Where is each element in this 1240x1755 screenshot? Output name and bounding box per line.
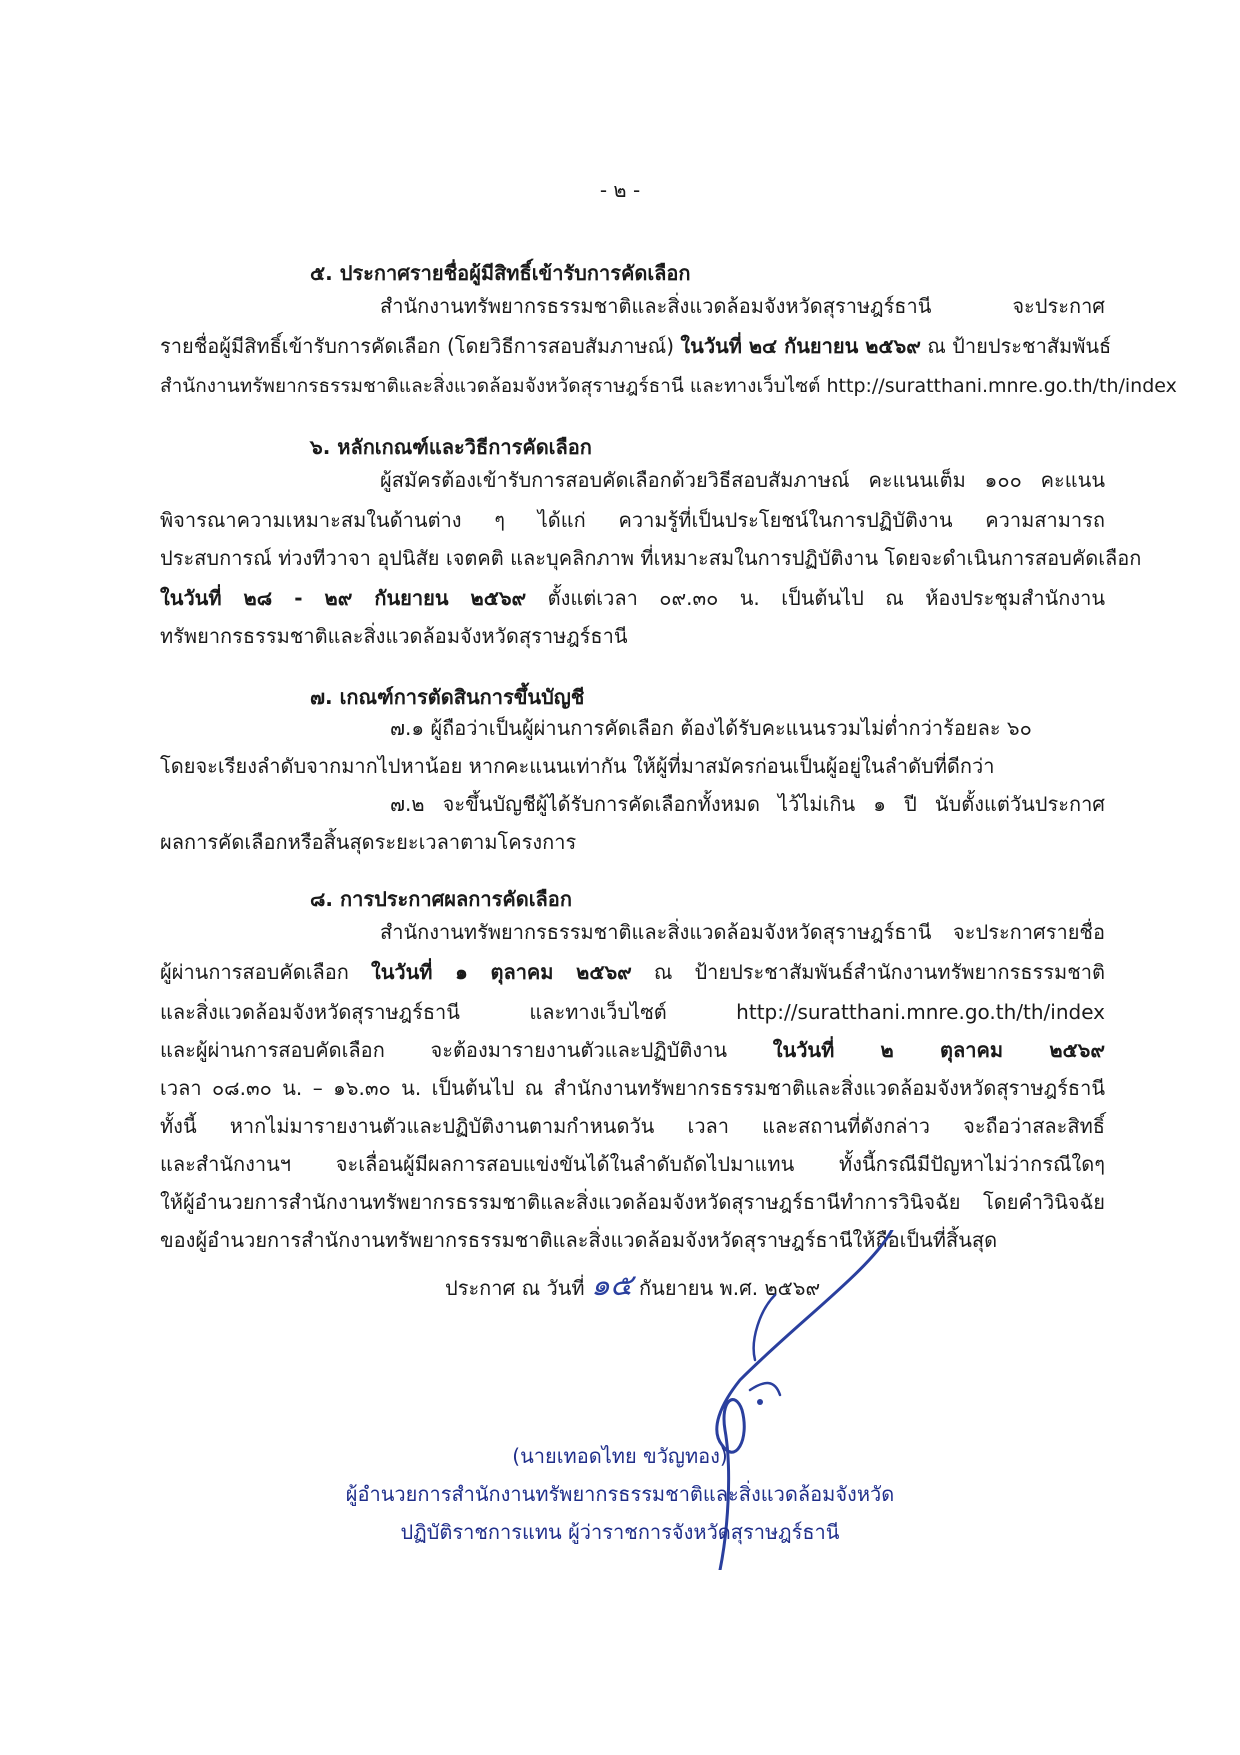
section-6-line: ประสบการณ์ ท่วงทีวาจา อุปนิสัย เจตคติ และบุคลิกภาพ ที่เหมาะสมในการปฏิบัติงาน โดยจะดำเนินการสอบคัดเลือก xyxy=(160,546,1142,570)
section-8-heading: ๘. การประกาศผลการคัดเลือก xyxy=(310,887,572,911)
section-6-line: ทรัพยากรธรรมชาติและสิ่งแวดล้อมจังหวัดสุราษฎร์ธานี xyxy=(160,624,628,648)
announcement-date: ประกาศ ณ วันที่ ๑๕ กันยายน พ.ศ. ๒๕๖๙ xyxy=(445,1268,821,1303)
section-8-line: ให้ผู้อำนวยการสำนักงานทรัพยากรธรรมชาติและสิ่งแวดล้อมจังหวัดสุราษฎร์ธานีทำการวินิจฉัย โดยคำวินิจฉัย xyxy=(160,1190,1105,1214)
section-8-line: ทั้งนี้ หากไม่มารายงานตัวและปฏิบัติงานตามกำหนดวัน เวลา และสถานที่ดังกล่าว จะถือว่าสละสิทธิ์ xyxy=(160,1114,1105,1138)
section-8-line: และสิ่งแวดล้อมจังหวัดสุราษฎร์ธานี และทางเว็บไซต์ http://suratthani.mnre.go.th/th/index xyxy=(160,1000,1105,1024)
section-8-line: สำนักงานทรัพยากรธรรมชาติและสิ่งแวดล้อมจังหวัดสุราษฎร์ธานี จะประกาศรายชื่อ xyxy=(380,920,1105,944)
signatory-name: (นายเทอดไทย ขวัญทอง) xyxy=(512,1444,728,1468)
section-6-line: พิจารณาความเหมาะสมในด้านต่าง ๆ ได้แก่ ความรู้ที่เป็นประโยชน์ในการปฏิบัติงาน ความสามารถ xyxy=(160,508,1105,532)
page-number: - ๒ - xyxy=(599,178,641,202)
section-7-heading: ๗. เกณฑ์การตัดสินการขึ้นบัญชี xyxy=(310,685,585,709)
section-8-line: ของผู้อำนวยการสำนักงานทรัพยากรธรรมชาติและสิ่งแวดล้อมจังหวัดสุราษฎร์ธานีให้ถือเป็นที่สิ้นสุด xyxy=(160,1228,998,1252)
section-6-line: ผู้สมัครต้องเข้ารับการสอบคัดเลือกด้วยวิธีสอบสัมภาษณ์ คะแนนเต็ม ๑๐๐ คะแนน xyxy=(380,468,1105,492)
signatory-acting-position: ปฏิบัติราชการแทน ผู้ว่าราชการจังหวัดสุราษฎร์ธานี xyxy=(400,1520,840,1544)
handwritten-day: ๑๕ xyxy=(590,1268,633,1303)
section-5-line: สำนักงานทรัพยากรธรรมชาติและสิ่งแวดล้อมจังหวัดสุราษฎร์ธานี จะประกาศ xyxy=(380,294,1105,318)
section-6-heading: ๖. หลักเกณฑ์และวิธีการคัดเลือก xyxy=(310,435,592,459)
section-7-line: ผลการคัดเลือกหรือสิ้นสุดระยะเวลาตามโครงการ xyxy=(160,830,577,854)
section-6-line: ในวันที่ ๒๘ - ๒๙ กันยายน ๒๕๖๙ ตั้งแต่เวลา ๐๙.๓๐ น. เป็นต้นไป ณ ห้องประชุมสำนักงาน xyxy=(160,586,1105,610)
section-8-line: และสำนักงานฯ จะเลื่อนผู้มีผลการสอบแข่งขันได้ในลำดับถัดไปมาแทน ทั้งนี้กรณีมีปัญหาไม่ว่ากรณีใดๆ xyxy=(160,1152,1105,1176)
section-8-line: เวลา ๐๘.๓๐ น. – ๑๖.๓๐ น. เป็นต้นไป ณ สำนักงานทรัพยากรธรรมชาติและสิ่งแวดล้อมจังหวัดสุราษฎร์ธานี xyxy=(160,1076,1105,1100)
section-7-line: ๗.๑ ผู้ถือว่าเป็นผู้ผ่านการคัดเลือก ต้องได้รับคะแนนรวมไม่ต่ำกว่าร้อยละ ๖๐ xyxy=(390,716,1032,740)
section-7-line: โดยจะเรียงลำดับจากมากไปหาน้อย หากคะแนนเท่ากัน ให้ผู้ที่มาสมัครก่อนเป็นผู้อยู่ในลำดับที่ดีกว่า xyxy=(160,754,995,778)
section-5-heading: ๕. ประกาศรายชื่อผู้มีสิทธิ์เข้ารับการคัดเลือก xyxy=(310,261,691,285)
section-7-line: ๗.๒ จะขึ้นบัญชีผู้ได้รับการคัดเลือกทั้งหมด ไว้ไม่เกิน ๑ ปี นับตั้งแต่วันประกาศ xyxy=(390,792,1105,816)
section-5-line: รายชื่อผู้มีสิทธิ์เข้ารับการคัดเลือก (โดยวิธีการสอบสัมภาษณ์) ในวันที่ ๒๔ กันยายน ๒๕๖๙ ณ ป้ายประชาสัมพันธ์ xyxy=(160,334,1112,358)
section-5-line: สำนักงานทรัพยากรธรรมชาติและสิ่งแวดล้อมจังหวัดสุราษฎร์ธานี และทางเว็บไซต์ http://suratthani.mnre.go.th/th/index xyxy=(160,375,1177,397)
section-8-line: และผู้ผ่านการสอบคัดเลือก จะต้องมารายงานตัวและปฏิบัติงาน ในวันที่ ๒ ตุลาคม ๒๕๖๙ xyxy=(160,1038,1106,1062)
section-8-line: ผู้ผ่านการสอบคัดเลือก ในวันที่ ๑ ตุลาคม ๒๕๖๙ ณ ป้ายประชาสัมพันธ์สำนักงานทรัพยากรธรรมชาติ xyxy=(160,960,1105,984)
signatory-position: ผู้อำนวยการสำนักงานทรัพยากรธรรมชาติและสิ่งแวดล้อมจังหวัด xyxy=(345,1482,895,1506)
